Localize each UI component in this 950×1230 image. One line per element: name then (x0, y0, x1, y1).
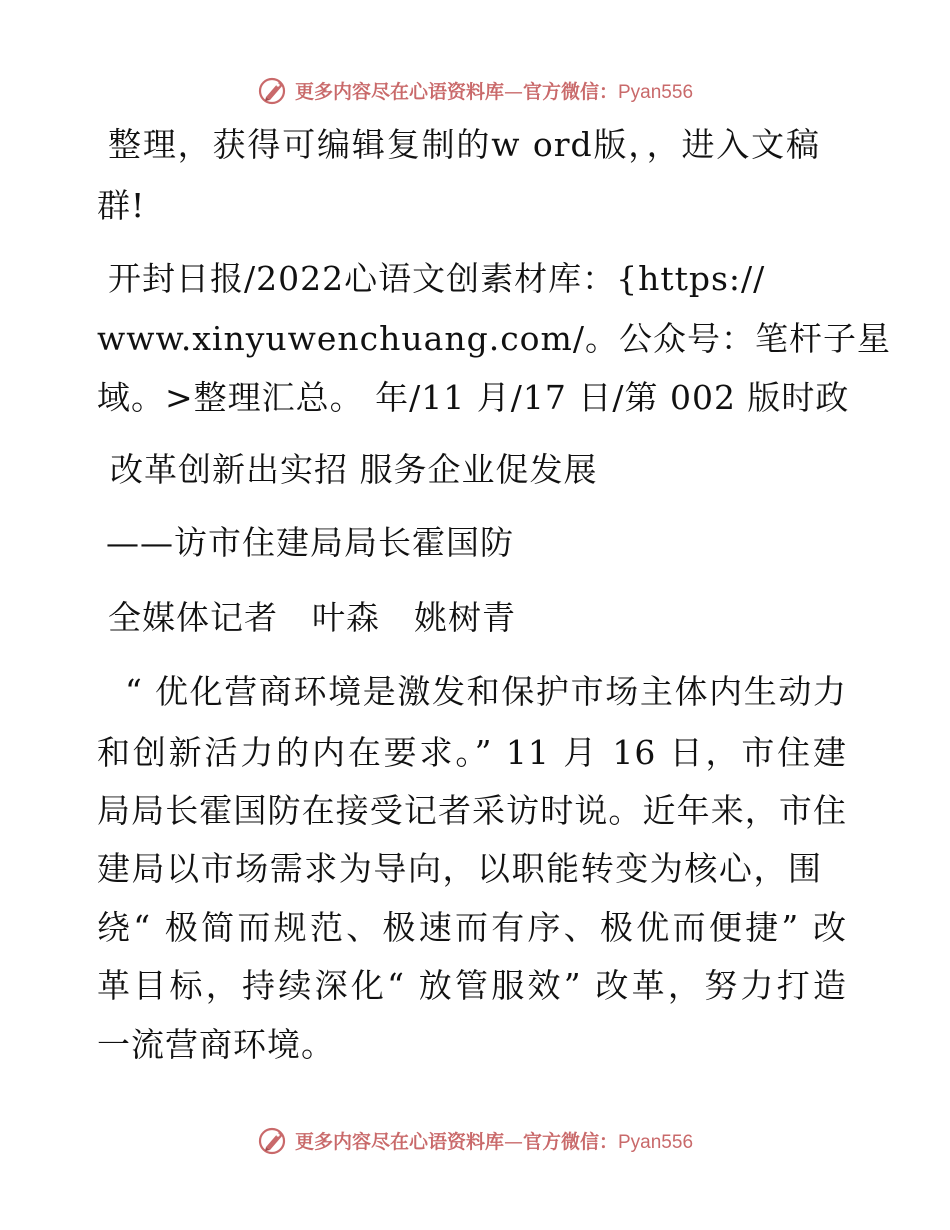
text-line-3: 开封日报/2022心语文创素材库：{https:// (108, 259, 766, 298)
text-line-12: 建局以市场需求为导向，以职能转变为核心，围 (97, 849, 822, 888)
text-line-15: 一流营商环境。 (97, 1025, 335, 1064)
banner-separator: — (503, 80, 523, 103)
banner-content (257, 74, 693, 106)
pen-logo-icon (257, 1124, 289, 1156)
banner-handle: Pyan556 (618, 1131, 694, 1153)
text-line-10: 和创新活力的内在要求。” 11 月 16 日，市住建 (97, 733, 847, 772)
banner-content (257, 1124, 693, 1156)
banner-main-text: 更多内容尽在心语资料库 (294, 80, 504, 103)
text-line-9: “ 优化营商环境是激发和保护市场主体内生动力 (125, 672, 847, 711)
article-subtitle: ——访市住建局局长霍国防 (106, 523, 514, 562)
text-line-5: 域。>整理汇总。 年/11 月/17 日/第 002 版时政 (97, 378, 850, 417)
text-line-4: www.xinyuwenchuang.com/。公众号：笔杆子星 (97, 319, 891, 358)
text-line-13: 绕“ 极简而规范、极速而有序、极优而便捷” 改 (97, 908, 847, 947)
text-line-11: 局局长霍国防在接受记者采访时说。近年来，市住 (97, 791, 847, 830)
text-line-2: 群! (97, 186, 146, 225)
text-line-1: 整理，获得可编辑复制的w ord版，，进入文稿 (108, 125, 820, 164)
text-line-14: 革目标，持续深化“ 放管服效” 改革，努力打造 (97, 966, 847, 1005)
article-byline: 全媒体记者 叶森 姚树青 (108, 598, 516, 637)
article-title: 改革创新出实招 服务企业促发展 (110, 450, 598, 489)
pen-logo-icon (257, 74, 289, 106)
banner-official-text: 官方微信： (522, 80, 618, 103)
header-banner (0, 70, 950, 110)
footer-banner (0, 1120, 950, 1160)
banner-handle: Pyan556 (618, 81, 694, 103)
banner-separator: — (503, 1130, 523, 1153)
banner-main-text: 更多内容尽在心语资料库 (294, 1130, 504, 1153)
banner-text (295, 77, 693, 104)
banner-official-text: 官方微信： (522, 1130, 618, 1153)
banner-text (295, 1127, 693, 1154)
